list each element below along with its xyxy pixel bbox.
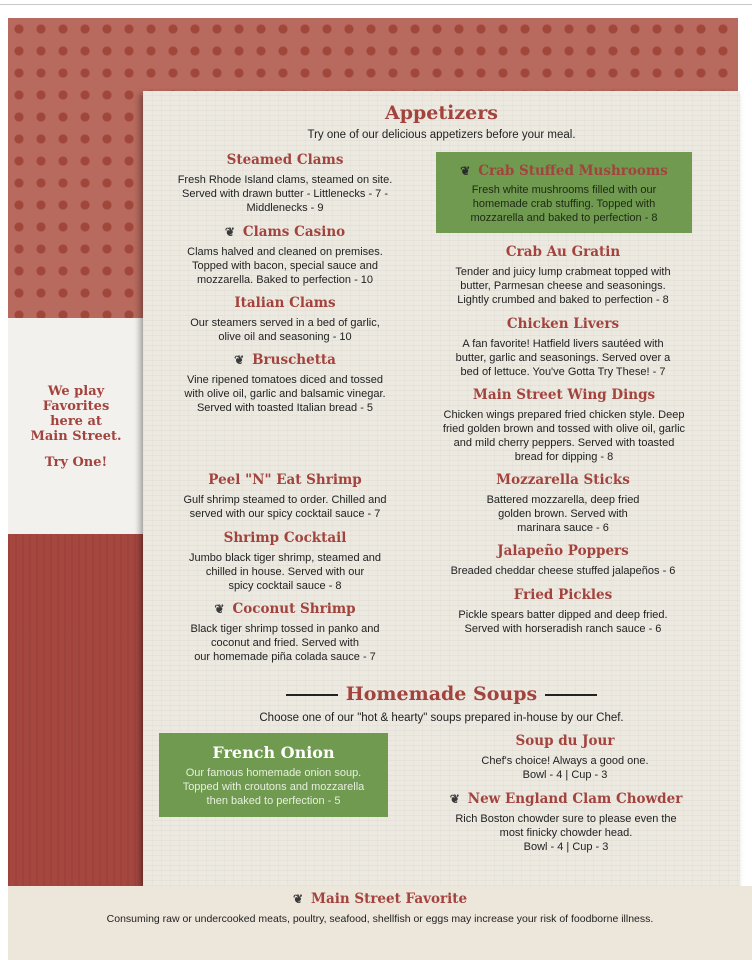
item-description: [430, 564, 696, 578]
desc-line: golden brown. Served with: [498, 508, 628, 520]
soups-header: [143, 683, 740, 725]
desc-line: Black tiger shrimp tossed in panko and: [190, 623, 380, 635]
item-name-row: [165, 352, 405, 368]
desc-line: Clams halved and cleaned on premises.: [187, 246, 383, 258]
desc-line: most finicky chowder head.: [499, 827, 633, 839]
desc-line: Vine ripened tomatoes diced and tossed: [186, 374, 384, 386]
desc-line: butter, Parmesan cheese and seasonings.: [460, 280, 666, 292]
legend-row: [8, 891, 752, 907]
desc-line: our homemade piña colada sauce - 7: [194, 651, 376, 663]
desc-line: coconut and fried. Served with: [211, 637, 359, 649]
item-description: [440, 754, 690, 782]
item-description: [430, 812, 702, 854]
menu-item-coconut-shrimp: [165, 601, 405, 664]
item-name: Clams Casino: [242, 224, 346, 240]
desc-line: Topped with bacon, special sauce and: [192, 260, 378, 272]
menu-item-clams-casino: [165, 224, 405, 287]
desc-line: bed of lettuce. You've Gotta Try These! - 7: [460, 366, 666, 378]
promo-line: We play: [47, 384, 105, 399]
title-rule-right: [545, 694, 597, 696]
desc-line: butter, garlic and seasonings. Served over a: [455, 352, 671, 364]
desc-line: Bowl - 4 | Cup - 3: [523, 841, 609, 853]
item-description: [165, 622, 405, 664]
item-description: [430, 493, 696, 535]
desc-line: spicy cocktail sauce - 8: [228, 580, 342, 592]
item-name-row: [430, 791, 702, 807]
item-name: Jalapeño Poppers: [497, 543, 629, 559]
appetizers-title: Appetizers: [385, 102, 498, 124]
item-name: French Onion: [212, 743, 335, 762]
promo-line: Main Street.: [30, 429, 122, 444]
desc-line: Middlenecks - 9: [246, 202, 324, 214]
menu-item-main-street-wing-dings: [426, 387, 702, 464]
leaf-icon: ❦: [214, 602, 225, 616]
menu-item-soup-du-jour: [440, 733, 690, 782]
sidebar-wood-panel: [8, 534, 144, 886]
leaf-icon: ❦: [224, 225, 235, 239]
legend-label: Main Street Favorite: [311, 891, 468, 907]
item-name: Crab Stuffed Mushrooms: [478, 163, 668, 179]
item-description: [159, 766, 388, 808]
item-name-row: [165, 224, 405, 240]
item-name: Fried Pickles: [513, 587, 613, 603]
sidebar-promo: [14, 384, 138, 470]
menu-item-fried-pickles: [430, 587, 696, 636]
item-name: Italian Clams: [234, 295, 336, 311]
food-safety-disclaimer: Consuming raw or undercooked meats, poultry, seafood, shellfish or eggs may increase your risk of foodborne illness.: [106, 913, 654, 925]
desc-line: mozzarella. Baked to perfection - 10: [196, 274, 374, 286]
item-name: Soup du Jour: [515, 733, 615, 749]
menu-item-bruschetta: [165, 352, 405, 415]
soups-title: Homemade Soups: [345, 683, 538, 705]
item-description: [165, 173, 405, 215]
menu-item-shrimp-cocktail: [165, 530, 405, 593]
desc-line: Topped with croutons and mozzarella: [182, 781, 365, 793]
item-name: Main Street Wing Dings: [472, 387, 656, 403]
desc-line: Breaded cheddar cheese stuffed jalapeños - 6: [450, 565, 676, 577]
item-description: [165, 493, 405, 521]
featured-box-french-onion: [159, 733, 388, 817]
menu-item-mozzarella-sticks: [430, 472, 696, 535]
item-description: [165, 373, 405, 415]
desc-line: Chef's choice! Always a good one.: [481, 755, 649, 767]
desc-line: bread for dipping - 8: [514, 451, 614, 463]
desc-line: Our famous homemade onion soup.: [185, 767, 362, 779]
item-name: Coconut Shrimp: [232, 601, 356, 617]
promo-try: Try One!: [44, 455, 108, 470]
desc-line: Served with horseradish ranch sauce - 6: [464, 623, 662, 635]
menu-item-peel-n-eat-shrimp: [165, 472, 405, 521]
top-rule: [0, 4, 752, 5]
desc-line: Our steamers served in a bed of garlic,: [190, 317, 380, 329]
desc-line: Battered mozzarella, deep fried: [486, 494, 640, 506]
desc-line: olive oil and seasoning - 10: [218, 331, 352, 343]
appetizers-subtitle: Try one of our delicious appetizers before your meal.: [307, 129, 576, 141]
desc-line: and mild cherry peppers. Served with toasted: [453, 437, 675, 449]
desc-line: Fresh white mushrooms filled with our: [471, 184, 657, 196]
item-name: Crab Au Gratin: [505, 244, 621, 260]
desc-line: then baked to perfection - 5: [206, 795, 341, 807]
item-name: New England Clam Chowder: [467, 791, 683, 807]
item-description: [430, 337, 696, 379]
desc-line: homemade crab stuffing. Topped with: [472, 198, 656, 210]
item-description: [165, 316, 405, 344]
desc-line: Served with drawn butter - Littlenecks - 7 -: [181, 188, 389, 200]
promo-line: here at: [50, 414, 102, 429]
leaf-icon: ❦: [449, 792, 460, 806]
item-description: [165, 551, 405, 593]
title-rule-left: [286, 694, 338, 696]
item-name-row: [165, 601, 405, 617]
item-name-row: [436, 163, 692, 179]
item-name: Bruschetta: [252, 352, 336, 368]
desc-line: Rich Boston chowder sure to please even the: [455, 813, 677, 825]
menu-item-chicken-livers: [430, 316, 696, 379]
leaf-icon: ❦: [292, 892, 303, 906]
desc-line: Pickle spears batter dipped and deep fried.: [458, 609, 668, 621]
soups-subtitle: Choose one of our "hot & hearty" soups prepared in-house by our Chef.: [259, 712, 624, 724]
desc-line: marinara sauce - 6: [517, 522, 609, 534]
item-description: [430, 608, 696, 636]
desc-line: Jumbo black tiger shrimp, steamed and: [189, 552, 381, 564]
featured-box-crab-stuffed-mushrooms: [436, 152, 692, 233]
desc-line: served with our spicy cocktail sauce - 7: [189, 508, 381, 520]
menu-item-jalapeno-poppers: [430, 543, 696, 578]
desc-line: Chicken wings prepared fried chicken style. Deep: [443, 409, 685, 421]
appetizers-header: [143, 102, 740, 142]
item-name: Peel "N" Eat Shrimp: [208, 472, 362, 488]
item-name: Steamed Clams: [226, 152, 344, 168]
leaf-icon: ❦: [234, 353, 245, 367]
menu-item-steamed-clams: [165, 152, 405, 215]
desc-line: Gulf shrimp steamed to order. Chilled and: [183, 494, 387, 506]
desc-line: A fan favorite! Hatfield livers sautéed with: [462, 338, 664, 350]
item-description: [430, 265, 696, 307]
item-name: Chicken Livers: [506, 316, 620, 332]
menu-item-italian-clams: [165, 295, 405, 344]
menu-item-crab-au-gratin: [430, 244, 696, 307]
menu-item-new-england-clam-chowder: [430, 791, 702, 854]
desc-line: fried golden brown and tossed with olive oil, garlic: [442, 423, 686, 435]
soups-title-row: [143, 683, 740, 705]
desc-line: Lightly crumbed and baked to perfection - 8: [457, 294, 669, 306]
desc-line: Tender and juicy lump crabmeat topped with: [455, 266, 671, 278]
footer-content: [8, 891, 752, 926]
item-description: [426, 408, 702, 464]
desc-line: with olive oil, garlic and balsamic vinegar.: [184, 388, 386, 400]
item-name: Shrimp Cocktail: [223, 530, 347, 546]
desc-line: Bowl - 4 | Cup - 3: [522, 769, 608, 781]
desc-line: mozzarella and baked to perfection - 8: [470, 212, 658, 224]
desc-line: chilled in house. Served with our: [205, 566, 365, 578]
leaf-icon: ❦: [460, 164, 471, 178]
item-name: Mozzarella Sticks: [496, 472, 630, 488]
promo-line: Favorites: [42, 399, 110, 414]
desc-line: Fresh Rhode Island clams, steamed on site.: [177, 174, 393, 186]
item-description: [436, 183, 692, 225]
desc-line: Served with toasted Italian bread - 5: [196, 402, 374, 414]
item-description: [165, 245, 405, 287]
